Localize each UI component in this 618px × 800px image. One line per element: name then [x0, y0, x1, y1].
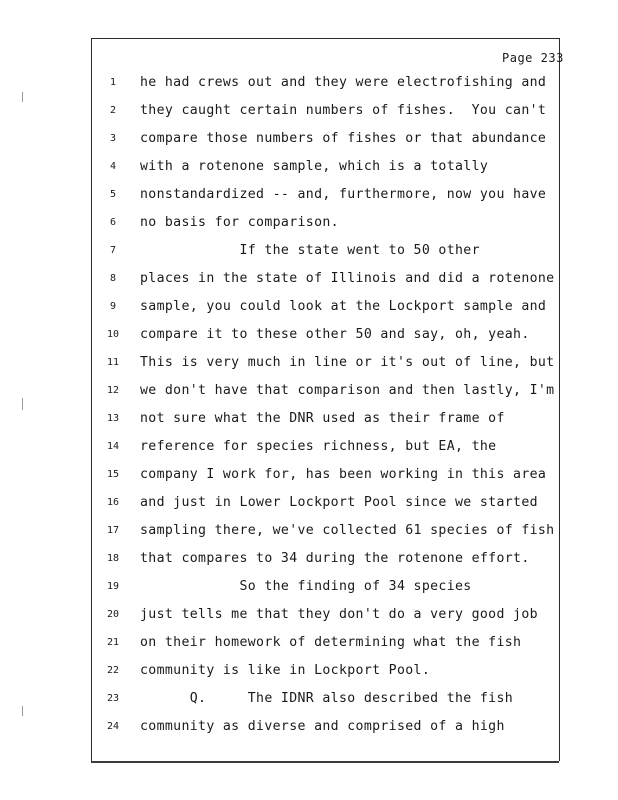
page-bottom-rule	[91, 761, 559, 763]
scan-margin-mark	[22, 92, 23, 102]
line-number: 12	[106, 385, 120, 396]
line-number: 21	[106, 637, 120, 648]
transcript-line: not sure what the DNR used as their frame of	[140, 411, 505, 426]
line-number: 8	[109, 273, 117, 284]
transcript-line: So the finding of 34 species	[140, 579, 472, 594]
line-number: 5	[109, 189, 117, 200]
transcript-line: he had crews out and they were electrofishing and	[140, 75, 547, 90]
line-number: 6	[109, 217, 117, 228]
line-number: 13	[106, 413, 120, 424]
transcript-line: sampling there, we've collected 61 species of fish	[140, 523, 555, 538]
line-number: 16	[106, 497, 120, 508]
transcript-line: reference for species richness, but EA, the	[140, 439, 497, 454]
transcript-line: just tells me that they don't do a very good job	[140, 607, 538, 622]
page-number: Page 233	[502, 51, 564, 65]
transcript-line: Q. The IDNR also described the fish	[140, 691, 514, 706]
line-number: 4	[109, 161, 117, 172]
transcript-line: sample, you could look at the Lockport sample and	[140, 299, 547, 314]
transcript-line: compare those numbers of fishes or that abundance	[140, 131, 547, 146]
line-number: 19	[106, 581, 120, 592]
transcript-line: compare it to these other 50 and say, oh, yeah.	[140, 327, 530, 342]
transcript-line: we don't have that comparison and then lastly, I'm	[140, 383, 555, 398]
line-number: 7	[109, 245, 117, 256]
line-number: 22	[106, 665, 120, 676]
transcript-page-frame	[91, 38, 560, 761]
line-number: 10	[106, 329, 120, 340]
line-number: 20	[106, 609, 120, 620]
line-number: 2	[109, 105, 117, 116]
transcript-line: on their homework of determining what the fish	[140, 635, 522, 650]
line-number: 11	[106, 357, 120, 368]
line-number: 14	[106, 441, 120, 452]
transcript-line: and just in Lower Lockport Pool since we started	[140, 495, 538, 510]
line-number: 1	[109, 77, 117, 88]
line-number: 24	[106, 721, 120, 732]
line-number: 18	[106, 553, 120, 564]
transcript-line: This is very much in line or it's out of line, but	[140, 355, 555, 370]
line-number: 17	[106, 525, 120, 536]
line-number: 15	[106, 469, 120, 480]
transcript-line: that compares to 34 during the rotenone effort.	[140, 551, 530, 566]
line-number: 23	[106, 693, 120, 704]
transcript-line: community is like in Lockport Pool.	[140, 663, 431, 678]
transcript-line: with a rotenone sample, which is a totally	[140, 159, 489, 174]
scan-margin-mark	[22, 706, 23, 716]
transcript-line: company I work for, has been working in this area	[140, 467, 547, 482]
transcript-line: places in the state of Illinois and did a rotenone	[140, 271, 555, 286]
transcript-line: nonstandardized -- and, furthermore, now you have	[140, 187, 547, 202]
scan-margin-mark	[22, 398, 23, 410]
transcript-line: they caught certain numbers of fishes. You can't	[140, 103, 547, 118]
transcript-line: no basis for comparison.	[140, 215, 339, 230]
line-number: 3	[109, 133, 117, 144]
line-number: 9	[109, 301, 117, 312]
transcript-line: If the state went to 50 other	[140, 243, 480, 258]
transcript-line: community as diverse and comprised of a high	[140, 719, 505, 734]
